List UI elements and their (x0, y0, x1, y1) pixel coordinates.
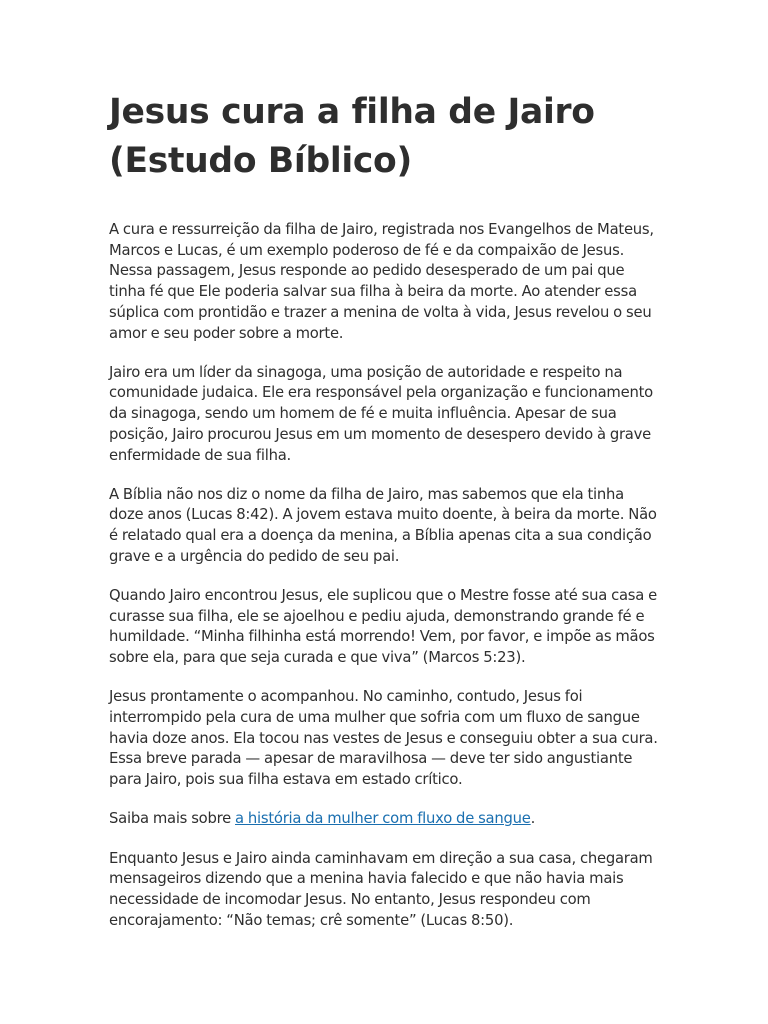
paragraph-plea: Quando Jairo encontrou Jesus, ele suplicou que o Mestre fosse até sua casa e curasse sua filha, ele se ajoelhou e pediu ajuda, demonstrando grande fé e humildade. “Minha filhinha está morrendo! Vem, por favor, e impõe as mãos sobre ela, para que seja curada e que viva” (Marcos 5:23). (109, 587, 657, 667)
read-more-prefix: Saiba mais sobre (109, 810, 236, 828)
paragraph-daughter: A Bíblia não nos diz o nome da filha de Jairo, mas sabemos que ela tinha doze anos (Lucas 8:42). A jovem estava muito doente, à beira da morte. Não é relatado qual era a doença da menina, a Bíblia apenas cita a sua condição grave e a urgência do pedido de seu pai. (109, 485, 657, 565)
paragraph-intro: A cura e ressurreição da filha de Jairo, registrada nos Evangelhos de Mateus, Marcos e Lucas, é um exemplo poderoso de fé e da compaixão de Jesus. Nessa passagem, Jesus responde ao pedido desesperado de um pai que tinha fé que Ele poderia salvar sua filha à beira da morte. Ao atender essa súplica com prontidão e trazer a menina de volta à vida, Jesus revelou o seu amor e seu poder sobre a morte. (109, 221, 654, 342)
woman-with-bleeding-link[interactable]: a história da mulher com fluxo de sangue (235, 810, 531, 828)
page-title: Jesus cura a filha de Jairo (Estudo Bíblico) (109, 92, 595, 181)
paragraph-interruption: Jesus prontamente o acompanhou. No caminho, contudo, Jesus foi interrompido pela cura de uma mulher que sofria com um fluxo de sangue havia doze anos. Ela tocou nas vestes de Jesus e conseguiu obter a sua cura. Essa breve parada — apesar de maravilhosa — deve ter sido angustiante para Jairo, pois sua filha estava em estado crítico. (109, 688, 658, 789)
paragraph-jairo: Jairo era um líder da sinagoga, uma posição de autoridade e respeito na comunidade judaica. Ele era responsável pela organização e funcionamento da sinagoga, sendo um homem de fé e muita influência. Apesar de sua posição, Jairo procurou Jesus em um momento de desespero devido à grave enfermidade de sua filha. (109, 363, 653, 464)
paragraph-messengers: Enquanto Jesus e Jairo ainda caminhavam em direção a sua casa, chegaram mensageiros dizendo que a menina havia falecido e que não havia mais necessidade de incomodar Jesus. No entanto, Jesus respondeu com encorajamento: “Não temas; crê somente” (Lucas 8:50). (109, 849, 653, 929)
read-more-suffix: . (530, 810, 536, 828)
read-more-line (109, 809, 660, 830)
